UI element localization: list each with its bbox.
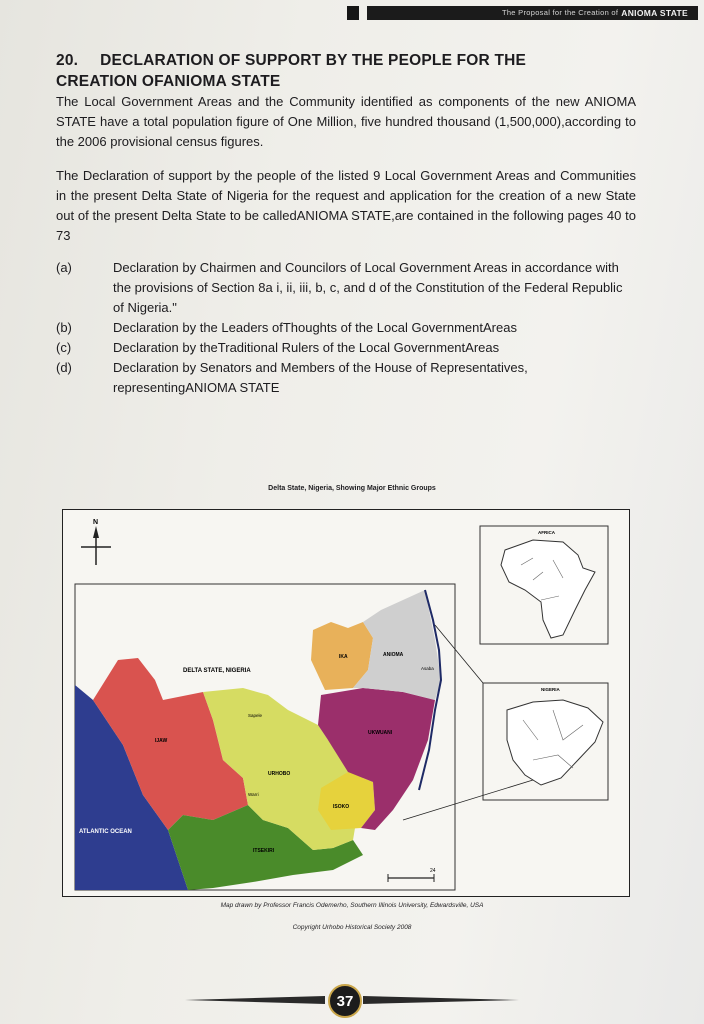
map-title: DELTA STATE, NIGERIA [183, 668, 251, 674]
label-isoko: ISOKO [333, 804, 350, 810]
declaration-list [56, 258, 636, 398]
list-item [56, 318, 636, 338]
label-ukwuani: UKWUANI [368, 730, 393, 736]
map-figure [62, 509, 630, 897]
list-item [56, 338, 636, 358]
section-content [56, 50, 636, 398]
list-key: (d) [56, 360, 72, 375]
heading-line-2: CREATION OFANIOMA STATE [56, 73, 281, 90]
heading-line-1: DECLARATION OF SUPPORT BY THE PEOPLE FOR THE [100, 52, 527, 69]
north-arrow-icon [81, 519, 111, 565]
running-header [347, 4, 698, 21]
paragraph-population: The Local Government Areas and the Community identified as components of the new ANIOMA STATE have a total population figure of One Million, five hundred thousand (1,500,000),according to the 2006 provisional census figures. [56, 94, 636, 149]
inset-nigeria-label: NIGERIA [541, 687, 560, 692]
leader-line-top [435, 625, 483, 683]
list-key: (b) [56, 320, 72, 335]
list-key: (c) [56, 340, 72, 355]
section-heading [56, 50, 636, 92]
label-warri: Warri [248, 792, 259, 797]
page-number: 37 [328, 984, 362, 1018]
list-text: Declaration by theTraditional Rulers of the Local GovernmentAreas [113, 340, 500, 355]
scale-label: 24 [430, 868, 436, 874]
section-number: 20. [56, 52, 79, 69]
list-text: Declaration by Chairmen and Councilors of Local Government Areas in accordance with the provisions of Section 8a i, ii, iii, b, c, and d of the Constitution of the Federal Republic of Nigeria." [113, 260, 623, 315]
north-label: N [93, 519, 99, 526]
header-strip [367, 6, 698, 20]
list-key: (a) [56, 260, 72, 275]
label-asaba: Asaba [421, 666, 434, 671]
list-item [56, 358, 636, 398]
label-ika: IKA [339, 654, 348, 660]
label-anioma: ANIOMA [383, 652, 404, 658]
header-title: ANIOMA STATE [621, 7, 688, 18]
label-itsekiri: ITSEKIRI [253, 848, 275, 854]
map-copyright: Copyright Urhobo Historical Society 2008 [292, 924, 412, 931]
label-sapele: Sapele [248, 713, 263, 718]
label-ijaw: IJAW [155, 738, 168, 744]
page-footer [185, 982, 519, 1018]
paragraph-declaration: The Declaration of support by the people of the listed 9 Local Government Areas and Communities in the present Delta State of Nigeria for the request and application for the creation of a new State out of the present Delta State to be calledANIOMA STATE,are contained in the following pages 40 to 73 [56, 168, 636, 243]
delta-state-map [63, 510, 628, 895]
list-item [56, 258, 636, 318]
inset-africa-label: AFRICA [538, 530, 555, 535]
header-marker [347, 6, 359, 20]
label-ocean: ATLANTIC OCEAN [79, 829, 132, 835]
list-text: Declaration by Senators and Members of the House of Representatives, representingANIOMA STATE [113, 360, 528, 395]
map-caption: Map drawn by Professor Francis Odemerho, Southern Illinois University, Edwardsville, USA [220, 902, 484, 909]
header-prefix: The Proposal for the Creation of [501, 8, 619, 17]
figure-title: Delta State, Nigeria, Showing Major Ethnic Groups [268, 485, 436, 492]
scale-bar [388, 868, 436, 882]
label-urhobo: URHOBO [268, 771, 291, 777]
list-text: Declaration by the Leaders ofThoughts of the Local GovernmentAreas [113, 320, 517, 335]
